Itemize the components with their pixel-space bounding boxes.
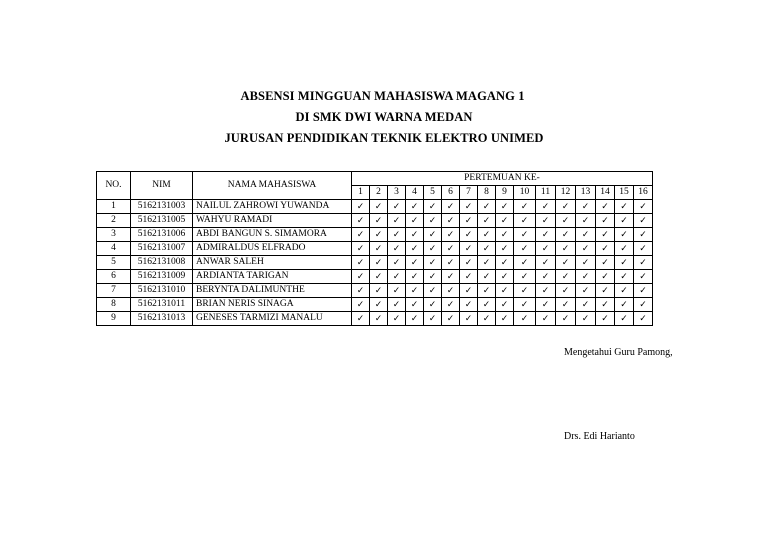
check-icon: ✓ <box>496 270 514 284</box>
check-icon: ✓ <box>352 214 370 228</box>
check-icon: ✓ <box>634 298 653 312</box>
row-nim: 5162131008 <box>131 256 193 270</box>
check-icon: ✓ <box>460 312 478 326</box>
check-icon: ✓ <box>370 214 388 228</box>
check-icon: ✓ <box>536 228 556 242</box>
check-icon: ✓ <box>536 256 556 270</box>
check-icon: ✓ <box>388 298 406 312</box>
meeting-number: 3 <box>388 186 406 200</box>
meeting-number: 11 <box>536 186 556 200</box>
check-icon: ✓ <box>596 284 615 298</box>
check-icon: ✓ <box>460 298 478 312</box>
check-icon: ✓ <box>460 256 478 270</box>
check-icon: ✓ <box>442 270 460 284</box>
check-icon: ✓ <box>424 228 442 242</box>
document-header <box>0 86 768 149</box>
row-no: 5 <box>97 256 131 270</box>
check-icon: ✓ <box>460 214 478 228</box>
check-icon: ✓ <box>442 214 460 228</box>
check-icon: ✓ <box>424 312 442 326</box>
check-icon: ✓ <box>556 298 576 312</box>
row-name: ABDI BANGUN S. SIMAMORA <box>193 228 352 242</box>
check-icon: ✓ <box>514 284 536 298</box>
check-icon: ✓ <box>496 200 514 214</box>
row-name: BERYNTA DALIMUNTHE <box>193 284 352 298</box>
check-icon: ✓ <box>596 242 615 256</box>
row-nim: 5162131010 <box>131 284 193 298</box>
table-row <box>97 270 653 284</box>
row-no: 6 <box>97 270 131 284</box>
check-icon: ✓ <box>442 242 460 256</box>
title-line-1: ABSENSI MINGGUAN MAHASISWA MAGANG 1 <box>240 89 525 103</box>
check-icon: ✓ <box>596 228 615 242</box>
check-icon: ✓ <box>424 214 442 228</box>
check-icon: ✓ <box>514 214 536 228</box>
check-icon: ✓ <box>442 228 460 242</box>
check-icon: ✓ <box>615 284 634 298</box>
meeting-number: 15 <box>615 186 634 200</box>
check-icon: ✓ <box>536 200 556 214</box>
check-icon: ✓ <box>634 312 653 326</box>
check-icon: ✓ <box>388 228 406 242</box>
check-icon: ✓ <box>352 242 370 256</box>
check-icon: ✓ <box>388 312 406 326</box>
check-icon: ✓ <box>634 256 653 270</box>
check-icon: ✓ <box>388 284 406 298</box>
meeting-number: 14 <box>596 186 615 200</box>
check-icon: ✓ <box>556 284 576 298</box>
check-icon: ✓ <box>576 256 596 270</box>
check-icon: ✓ <box>352 298 370 312</box>
header-no: NO. <box>97 172 131 200</box>
check-icon: ✓ <box>406 214 424 228</box>
check-icon: ✓ <box>596 256 615 270</box>
check-icon: ✓ <box>514 200 536 214</box>
check-icon: ✓ <box>576 312 596 326</box>
check-icon: ✓ <box>615 200 634 214</box>
row-no: 8 <box>97 298 131 312</box>
check-icon: ✓ <box>460 200 478 214</box>
check-icon: ✓ <box>370 298 388 312</box>
check-icon: ✓ <box>496 256 514 270</box>
check-icon: ✓ <box>536 242 556 256</box>
table-row <box>97 200 653 214</box>
check-icon: ✓ <box>615 256 634 270</box>
check-icon: ✓ <box>424 270 442 284</box>
check-icon: ✓ <box>536 270 556 284</box>
row-no: 4 <box>97 242 131 256</box>
check-icon: ✓ <box>370 284 388 298</box>
row-no: 7 <box>97 284 131 298</box>
check-icon: ✓ <box>370 256 388 270</box>
row-nim: 5162131003 <box>131 200 193 214</box>
meeting-number: 2 <box>370 186 388 200</box>
check-icon: ✓ <box>478 214 496 228</box>
check-icon: ✓ <box>460 284 478 298</box>
header-meetings: PERTEMUAN KE- <box>352 172 653 186</box>
check-icon: ✓ <box>388 270 406 284</box>
check-icon: ✓ <box>424 200 442 214</box>
check-icon: ✓ <box>352 284 370 298</box>
meeting-number: 8 <box>478 186 496 200</box>
meeting-number: 4 <box>406 186 424 200</box>
check-icon: ✓ <box>596 270 615 284</box>
check-icon: ✓ <box>478 256 496 270</box>
check-icon: ✓ <box>442 200 460 214</box>
check-icon: ✓ <box>496 312 514 326</box>
row-name: NAILUL ZAHROWI YUWANDA <box>193 200 352 214</box>
row-no: 3 <box>97 228 131 242</box>
check-icon: ✓ <box>388 242 406 256</box>
check-icon: ✓ <box>596 298 615 312</box>
meeting-number: 16 <box>634 186 653 200</box>
row-nim: 5162131013 <box>131 312 193 326</box>
check-icon: ✓ <box>536 312 556 326</box>
check-icon: ✓ <box>442 256 460 270</box>
check-icon: ✓ <box>406 228 424 242</box>
meeting-number: 1 <box>352 186 370 200</box>
check-icon: ✓ <box>370 228 388 242</box>
meeting-number: 13 <box>576 186 596 200</box>
check-icon: ✓ <box>536 214 556 228</box>
check-icon: ✓ <box>460 242 478 256</box>
check-icon: ✓ <box>615 270 634 284</box>
check-icon: ✓ <box>615 312 634 326</box>
row-no: 9 <box>97 312 131 326</box>
check-icon: ✓ <box>406 298 424 312</box>
check-icon: ✓ <box>634 214 653 228</box>
row-nim: 5162131007 <box>131 242 193 256</box>
check-icon: ✓ <box>576 284 596 298</box>
row-nim: 5162131005 <box>131 214 193 228</box>
check-icon: ✓ <box>514 312 536 326</box>
check-icon: ✓ <box>514 270 536 284</box>
row-nim: 5162131006 <box>131 228 193 242</box>
row-nim: 5162131009 <box>131 270 193 284</box>
row-name: GENESES TARMIZI MANALU <box>193 312 352 326</box>
check-icon: ✓ <box>556 200 576 214</box>
row-nim: 5162131011 <box>131 298 193 312</box>
title-line-3: JURUSAN PENDIDIKAN TEKNIK ELEKTRO UNIMED <box>224 131 544 145</box>
check-icon: ✓ <box>556 214 576 228</box>
table-row <box>97 242 653 256</box>
check-icon: ✓ <box>424 284 442 298</box>
attendance-rows <box>97 200 653 326</box>
check-icon: ✓ <box>352 312 370 326</box>
check-icon: ✓ <box>442 284 460 298</box>
check-icon: ✓ <box>556 270 576 284</box>
meeting-number: 5 <box>424 186 442 200</box>
check-icon: ✓ <box>478 242 496 256</box>
check-icon: ✓ <box>514 256 536 270</box>
check-icon: ✓ <box>406 284 424 298</box>
check-icon: ✓ <box>352 200 370 214</box>
check-icon: ✓ <box>406 256 424 270</box>
check-icon: ✓ <box>556 256 576 270</box>
row-name: ARDIANTA TARIGAN <box>193 270 352 284</box>
check-icon: ✓ <box>634 270 653 284</box>
check-icon: ✓ <box>352 270 370 284</box>
meeting-number: 10 <box>514 186 536 200</box>
table-row <box>97 256 653 270</box>
check-icon: ✓ <box>615 242 634 256</box>
check-icon: ✓ <box>634 200 653 214</box>
check-icon: ✓ <box>388 214 406 228</box>
check-icon: ✓ <box>424 298 442 312</box>
row-no: 2 <box>97 214 131 228</box>
check-icon: ✓ <box>556 228 576 242</box>
check-icon: ✓ <box>576 242 596 256</box>
check-icon: ✓ <box>615 298 634 312</box>
check-icon: ✓ <box>514 228 536 242</box>
check-icon: ✓ <box>406 242 424 256</box>
check-icon: ✓ <box>576 270 596 284</box>
check-icon: ✓ <box>596 214 615 228</box>
check-icon: ✓ <box>352 228 370 242</box>
row-name: ADMIRALDUS ELFRADO <box>193 242 352 256</box>
table-row <box>97 228 653 242</box>
check-icon: ✓ <box>388 200 406 214</box>
header-nim: NIM <box>131 172 193 200</box>
check-icon: ✓ <box>536 284 556 298</box>
row-name: ANWAR SALEH <box>193 256 352 270</box>
check-icon: ✓ <box>615 228 634 242</box>
check-icon: ✓ <box>634 284 653 298</box>
check-icon: ✓ <box>442 312 460 326</box>
check-icon: ✓ <box>406 200 424 214</box>
check-icon: ✓ <box>370 312 388 326</box>
check-icon: ✓ <box>634 242 653 256</box>
check-icon: ✓ <box>478 284 496 298</box>
title-line-2: DI SMK DWI WARNA MEDAN <box>295 110 473 124</box>
table-row <box>97 214 653 228</box>
check-icon: ✓ <box>615 214 634 228</box>
table-row <box>97 298 653 312</box>
signature-label: Mengetahui Guru Pamong, <box>564 347 673 358</box>
check-icon: ✓ <box>556 242 576 256</box>
check-icon: ✓ <box>496 214 514 228</box>
table-row <box>97 312 653 326</box>
check-icon: ✓ <box>352 256 370 270</box>
attendance-table <box>96 171 653 326</box>
check-icon: ✓ <box>370 242 388 256</box>
meeting-number: 7 <box>460 186 478 200</box>
check-icon: ✓ <box>556 312 576 326</box>
check-icon: ✓ <box>478 270 496 284</box>
check-icon: ✓ <box>460 228 478 242</box>
row-no: 1 <box>97 200 131 214</box>
check-icon: ✓ <box>478 228 496 242</box>
check-icon: ✓ <box>460 270 478 284</box>
check-icon: ✓ <box>496 242 514 256</box>
check-icon: ✓ <box>370 270 388 284</box>
signature-name: Drs. Edi Harianto <box>564 431 635 442</box>
check-icon: ✓ <box>406 270 424 284</box>
check-icon: ✓ <box>596 200 615 214</box>
check-icon: ✓ <box>442 298 460 312</box>
check-icon: ✓ <box>576 228 596 242</box>
row-name: WAHYU RAMADI <box>193 214 352 228</box>
check-icon: ✓ <box>478 298 496 312</box>
header-name: NAMA MAHASISWA <box>193 172 352 200</box>
meeting-number: 12 <box>556 186 576 200</box>
check-icon: ✓ <box>388 256 406 270</box>
row-name: BRIAN NERIS SINAGA <box>193 298 352 312</box>
check-icon: ✓ <box>406 312 424 326</box>
check-icon: ✓ <box>496 228 514 242</box>
meeting-number: 9 <box>496 186 514 200</box>
check-icon: ✓ <box>424 256 442 270</box>
meeting-number: 6 <box>442 186 460 200</box>
check-icon: ✓ <box>576 200 596 214</box>
check-icon: ✓ <box>596 312 615 326</box>
check-icon: ✓ <box>576 298 596 312</box>
check-icon: ✓ <box>634 228 653 242</box>
table-row <box>97 284 653 298</box>
check-icon: ✓ <box>478 312 496 326</box>
check-icon: ✓ <box>496 284 514 298</box>
check-icon: ✓ <box>514 242 536 256</box>
check-icon: ✓ <box>536 298 556 312</box>
check-icon: ✓ <box>496 298 514 312</box>
check-icon: ✓ <box>576 214 596 228</box>
check-icon: ✓ <box>478 200 496 214</box>
check-icon: ✓ <box>514 298 536 312</box>
check-icon: ✓ <box>370 200 388 214</box>
check-icon: ✓ <box>424 242 442 256</box>
